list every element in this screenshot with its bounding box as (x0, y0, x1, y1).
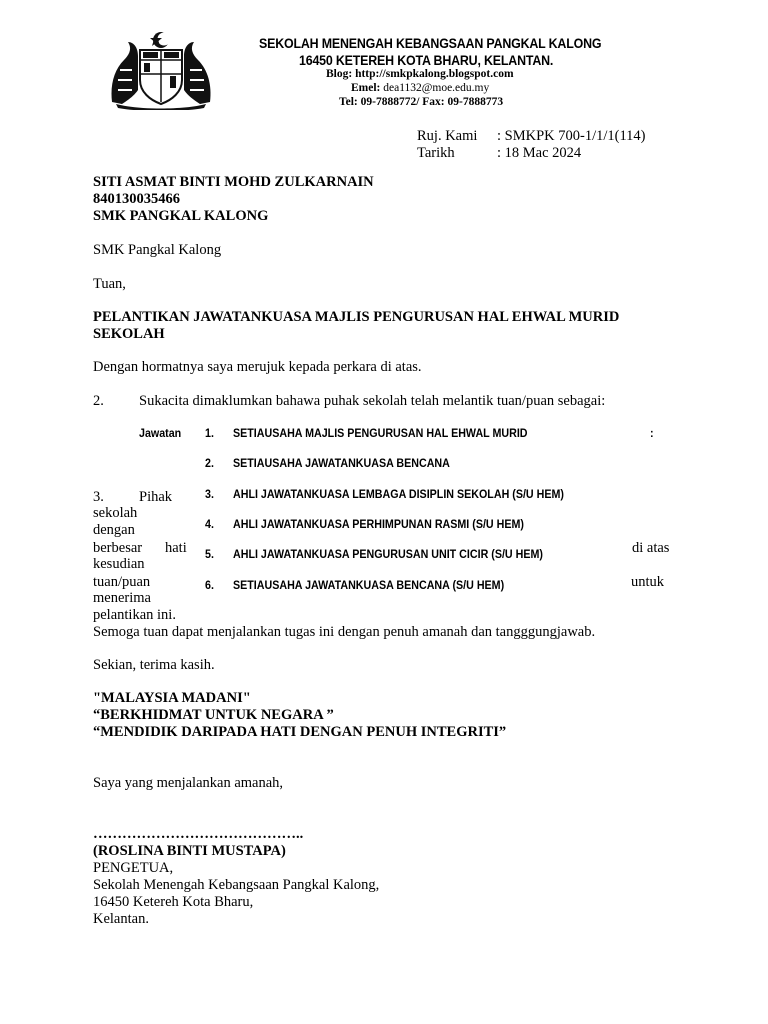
recipient-id: 840130035466 (93, 191, 180, 207)
school-name-heading: SEKOLAH MENENGAH KEBANGSAAN PANGKAL KALONG (259, 36, 602, 51)
email-value: dea1132@moe.edu.my (383, 82, 490, 94)
slogan-2: “BERKHIDMAT UNTUK NEGARA ” (93, 707, 334, 723)
email-label: Emel: (351, 82, 384, 94)
signatory-address-2: 16450 Ketereh Kota Bharu, (93, 894, 254, 910)
paragraph-3-word: dengan (93, 522, 135, 538)
paragraph-3-word: Pihak (139, 489, 173, 505)
role-number: 3. (205, 489, 214, 501)
paragraph-3-word: berbesar (93, 540, 143, 556)
paragraph-3-word: menerima (93, 590, 151, 606)
signature-dots: …………………………………….. (93, 826, 304, 842)
recipient-name: SITI ASMAT BINTI MOHD ZULKARNAIN (93, 174, 374, 190)
date-label: Tarikh (417, 145, 455, 161)
role-number: 4. (205, 519, 214, 531)
school-address-heading: 16450 KETEREH KOTA BHARU, KELANTAN. (299, 53, 554, 68)
paragraph-3-word: kesudian (93, 556, 145, 572)
paragraph-3-word: untuk (631, 574, 665, 590)
school-tel-fax: Tel: 09-7888772/ Fax: 09-7888773 (339, 96, 504, 108)
paragraph-2-text: Sukacita dimaklumkan bahawa puhak sekolah telah melantik tuan/puan sebagai: (139, 393, 606, 409)
trust-line: Saya yang menjalankan amanah, (93, 775, 284, 791)
paragraph-1: Dengan hormatnya saya merujuk kepada perkara di atas. (93, 359, 422, 375)
paragraph-3-number: 3. (93, 489, 104, 505)
signatory-name: (ROSLINA BINTI MUSTAPA) (93, 843, 286, 859)
slogan-1: "MALAYSIA MADANI" (93, 690, 251, 706)
slogan-3: “MENDIDIK DARIPADA HATI DENGAN PENUH INTEGRITI” (93, 724, 507, 740)
role-text: AHLI JAWATANKUASA PERHIMPUNAN RASMI (S/U HEM) (233, 519, 524, 531)
signatory-address-3: Kelantan. (93, 911, 149, 927)
closing-line: Sekian, terima kasih. (93, 657, 215, 673)
role-text: SETIAUSAHA JAWATANKUASA BENCANA (233, 458, 450, 470)
paragraph-3-word: di atas (632, 540, 670, 556)
role-text: SETIAUSAHA JAWATANKUASA BENCANA (S/U HEM) (233, 580, 505, 592)
paragraph-4: Semoga tuan dapat menjalankan tugas ini dengan penuh amanah dan tangggungjawab. (93, 624, 596, 640)
role-number: 6. (205, 580, 214, 592)
roles-label: Jawatan (139, 428, 182, 440)
roles-colon: : (650, 428, 654, 440)
paragraph-2-number: 2. (93, 393, 104, 409)
recipient-location: SMK Pangkal Kalong (93, 242, 222, 258)
subject-line-1: PELANTIKAN JAWATANKUASA MAJLIS PENGURUSAN HAL EHWAL MURID (93, 309, 620, 325)
paragraph-3-word: pelantikan ini. (93, 607, 176, 623)
paragraph-3-word: tuan/puan (93, 574, 151, 590)
role-text: AHLI JAWATANKUASA LEMBAGA DISIPLIN SEKOLAH (S/U HEM) (233, 489, 564, 501)
school-email (351, 82, 489, 94)
date-value: : 18 Mac 2024 (497, 145, 582, 161)
school-blog: Blog: http://smkpkalong.blogspot.com (326, 68, 514, 80)
role-text: SETIAUSAHA MAJLIS PENGURUSAN HAL EHWAL MURID (233, 428, 528, 440)
role-number: 1. (205, 428, 214, 440)
ref-label: Ruj. Kami (417, 128, 478, 144)
paragraph-3-word: sekolah (93, 505, 138, 521)
ref-value: : SMKPK 700-1/1/1(114) (497, 128, 646, 144)
recipient-school: SMK PANGKAL KALONG (93, 208, 269, 224)
signatory-address-1: Sekolah Menengah Kebangsaan Pangkal Kalong, (93, 877, 380, 893)
role-text: AHLI JAWATANKUASA PENGURUSAN UNIT CICIR (S/U HEM) (233, 549, 543, 561)
salutation: Tuan, (93, 276, 126, 292)
role-number: 2. (205, 458, 214, 470)
signatory-title: PENGETUA, (93, 860, 174, 876)
role-number: 5. (205, 549, 214, 561)
school-crest-icon (108, 30, 214, 110)
paragraph-3-word: hati (165, 540, 187, 556)
subject-line-2: SEKOLAH (93, 326, 165, 342)
